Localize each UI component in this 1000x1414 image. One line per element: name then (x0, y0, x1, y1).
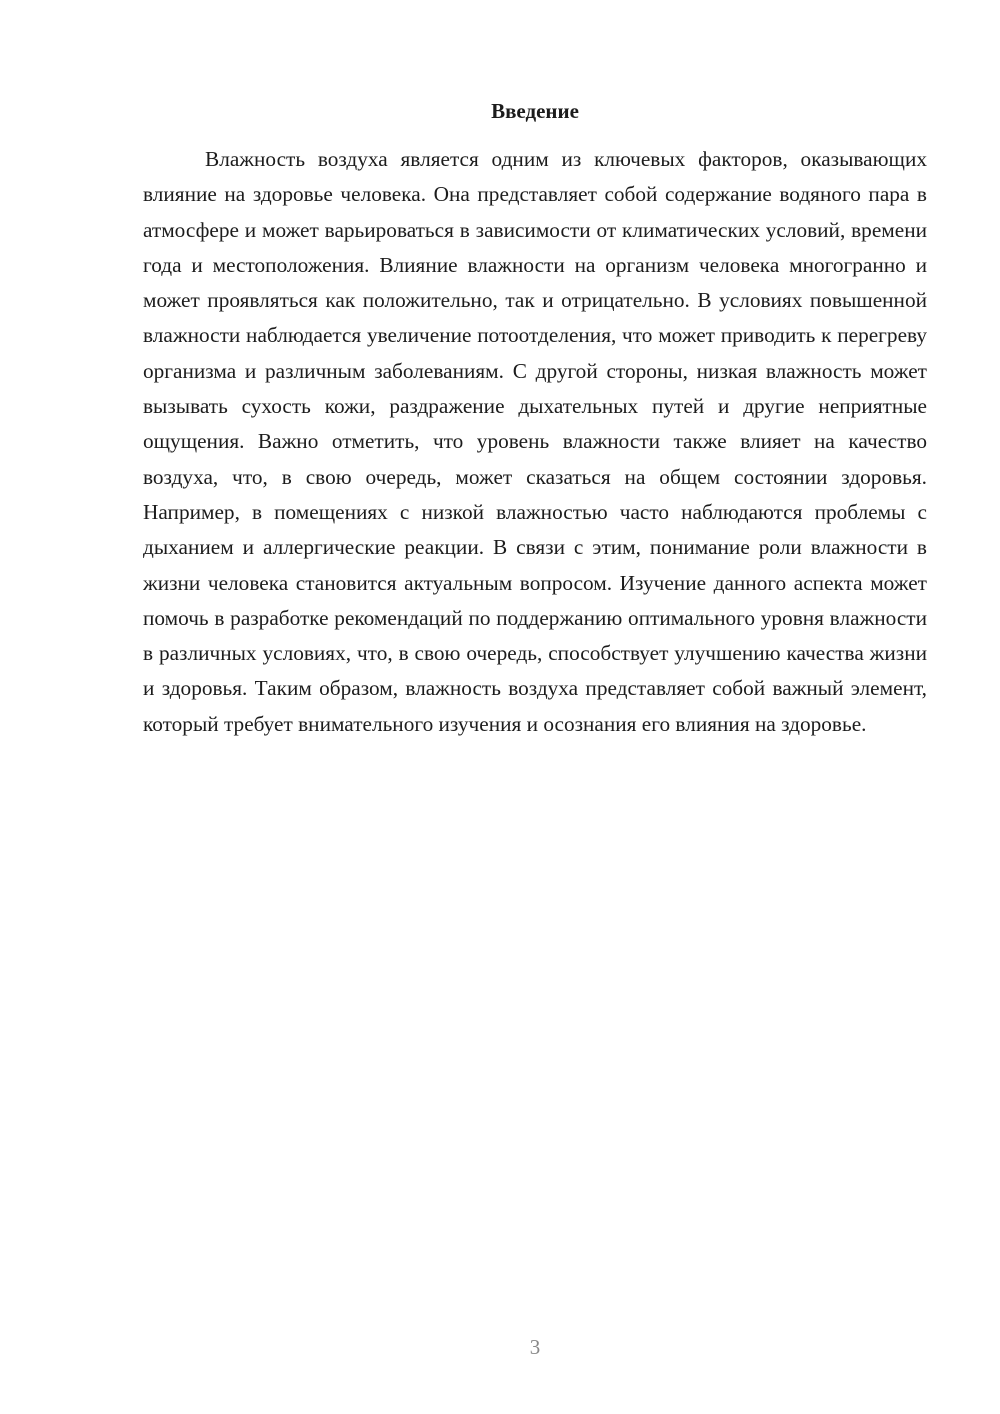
page-number: 3 (529, 1335, 541, 1359)
body-paragraph: Влажность воздуха является одним из ключевых факторов, оказывающих влияние на здоровье человека. Она представляет собой содержание водяного пара в атмосфере и может варьироваться в зависимости от климатических условий, времени года и местоположения. Влияние влажности на организм человека многогранно и может проявляться как положительно, так и отрицательно. В условиях повышенной влажности наблюдается увеличение потоотделения, что может приводить к перегреву организма и различным заболеваниям. С другой стороны, низкая влажность может вызывать сухость кожи, раздражение дыхательных путей и другие неприятные ощущения. Важно отметить, что уровень влажности также влияет на качество воздуха, что, в свою очередь, может сказаться на общем состоянии здоровья. Например, в помещениях с низкой влажностью часто наблюдаются проблемы с дыханием и аллергические реакции. В связи с этим, понимание роли влажности в жизни человека становится актуальным вопросом. Изучение данного аспекта может помочь в разработке рекомендаций по поддержанию оптимального уровня влажности в различных условиях, что, в свою очередь, способствует улучшению качества жизни и здоровья. Таким образом, влажность воздуха представляет собой важный элемент, который требует внимательного изучения и осознания его влияния на здоровье. (143, 147, 927, 736)
section-heading: Введение (491, 99, 579, 123)
